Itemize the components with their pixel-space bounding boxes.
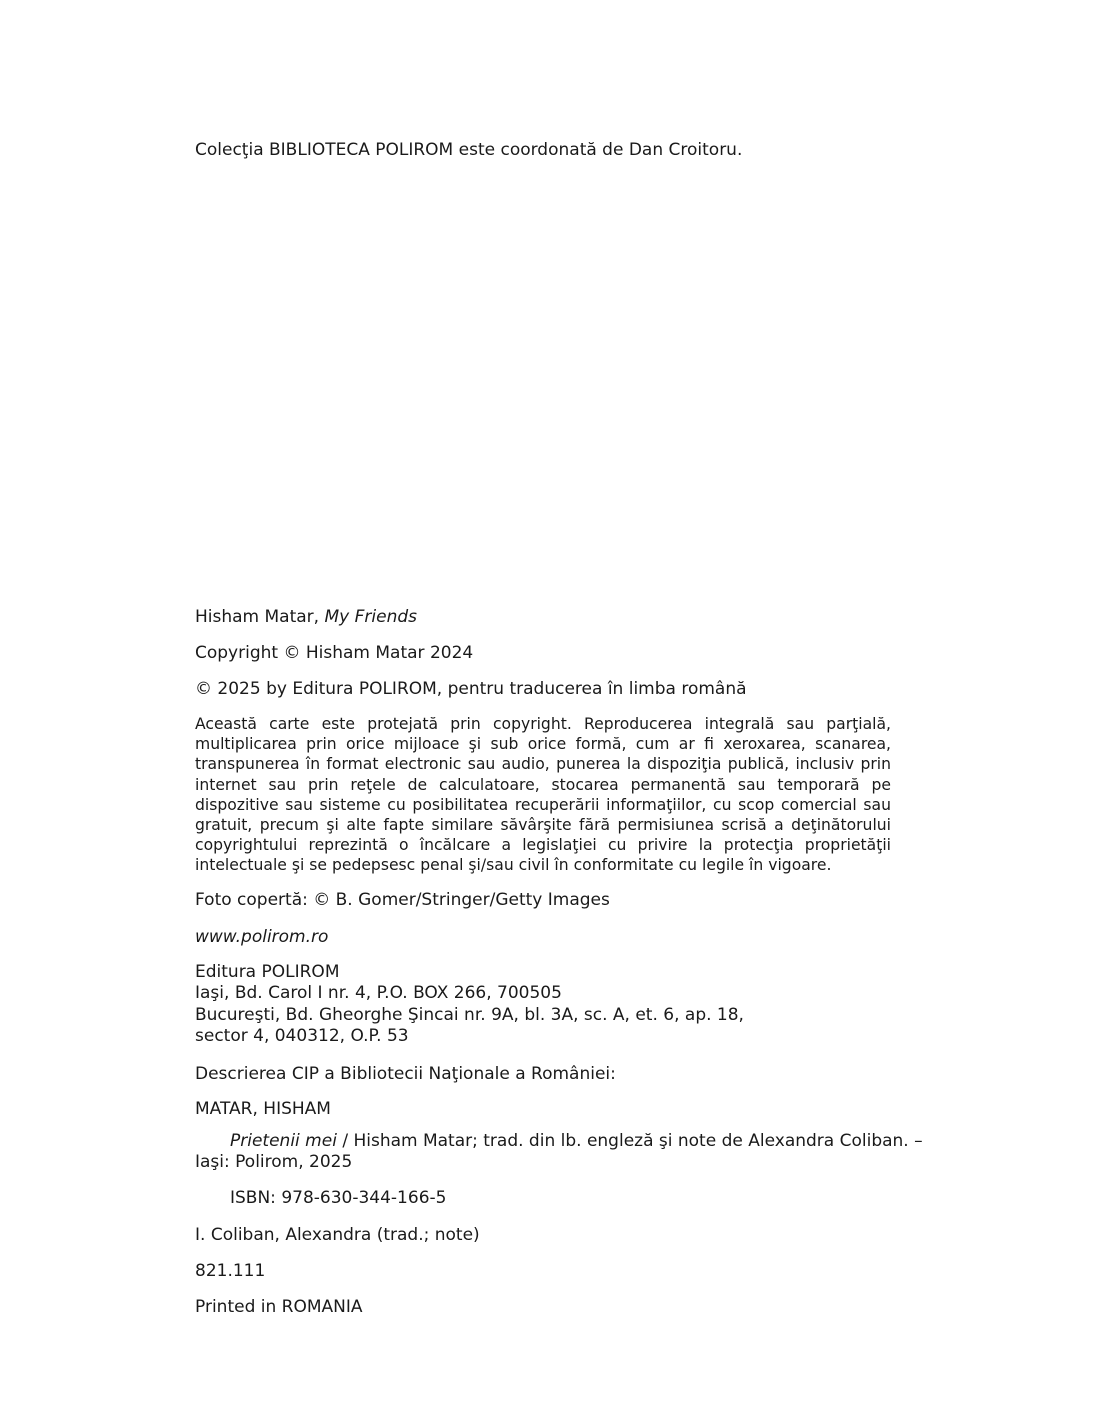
cover-photo-credit: Foto copertă: © B. Gomer/Stringer/Getty Images (195, 890, 610, 910)
address-bucuresti-line-1: Bucureşti, Bd. Gheorghe Şincai nr. 9A, bl. 3A, sc. A, et. 6, ap. 18, (195, 1004, 744, 1025)
isbn: ISBN: 978-630-344-166-5 (230, 1188, 447, 1208)
cip-heading: Descrierea CIP a Bibliotecii Naţionale a României: (195, 1064, 616, 1084)
cip-description (195, 1131, 923, 1173)
address-bucuresti-line-2: sector 4, 040312, O.P. 53 (195, 1025, 409, 1046)
cip-index-entry: I. Coliban, Alexandra (trad.; note) (195, 1225, 480, 1245)
translation-rights-line: © 2025 by Editura POLIROM, pentru traducerea în limba română (195, 679, 747, 699)
publisher-name: Editura POLIROM (195, 962, 340, 982)
legal-notice: Această carte este protejată prin copyright. Reproducerea integrală sau parţială, multiplicarea prin orice mijloace şi sub orice formă, cum ar fi xeroxarea, scanarea, transpunerea în format electronic sau audio, punerea la dispoziţia publică, inclusiv prin internet sau prin reţele de calculatoare, stocarea permanentă sau temporară pe dispozitive sau sisteme cu posibilitatea recuperării informaţiilor, cu scop comercial sau gratuit, precum şi alte fapte similare săvârşite fără permisiunea scrisă a deţinătorului copyrightului reprezintă o încălcare a legislaţiei cu privire la protecţia proprietăţii intelectuale şi se pedepsesc penal şi/sau civil în conformitate cu legile în vigoare. (195, 715, 891, 875)
author-name: Hisham Matar, (195, 607, 325, 627)
original-title: My Friends (324, 607, 417, 627)
cip-title-line (195, 1131, 923, 1152)
printed-in: Printed in ROMANIA (195, 1297, 363, 1317)
isbn-block (195, 1188, 895, 1209)
address-iasi: Iaşi, Bd. Carol I nr. 4, P.O. BOX 266, 700505 (195, 983, 562, 1004)
copyright-line: Copyright © Hisham Matar 2024 (195, 643, 474, 663)
publisher-website-link[interactable]: www.polirom.ro (195, 927, 329, 947)
cip-responsibility: / Hisham Matar; trad. din lb. engleză şi note de Alexandra Coliban. – (336, 1131, 923, 1151)
classification-number: 821.111 (195, 1261, 266, 1281)
cip-imprint: Iaşi: Polirom, 2025 (195, 1152, 353, 1172)
author-and-original-title (195, 607, 895, 628)
cip-title: Prietenii mei (230, 1131, 337, 1151)
publisher-address-block (195, 962, 895, 1047)
cip-author: MATAR, HISHAM (195, 1099, 331, 1119)
collection-note: Colecţia BIBLIOTECA POLIROM este coordonată de Dan Croitoru. (195, 140, 743, 160)
